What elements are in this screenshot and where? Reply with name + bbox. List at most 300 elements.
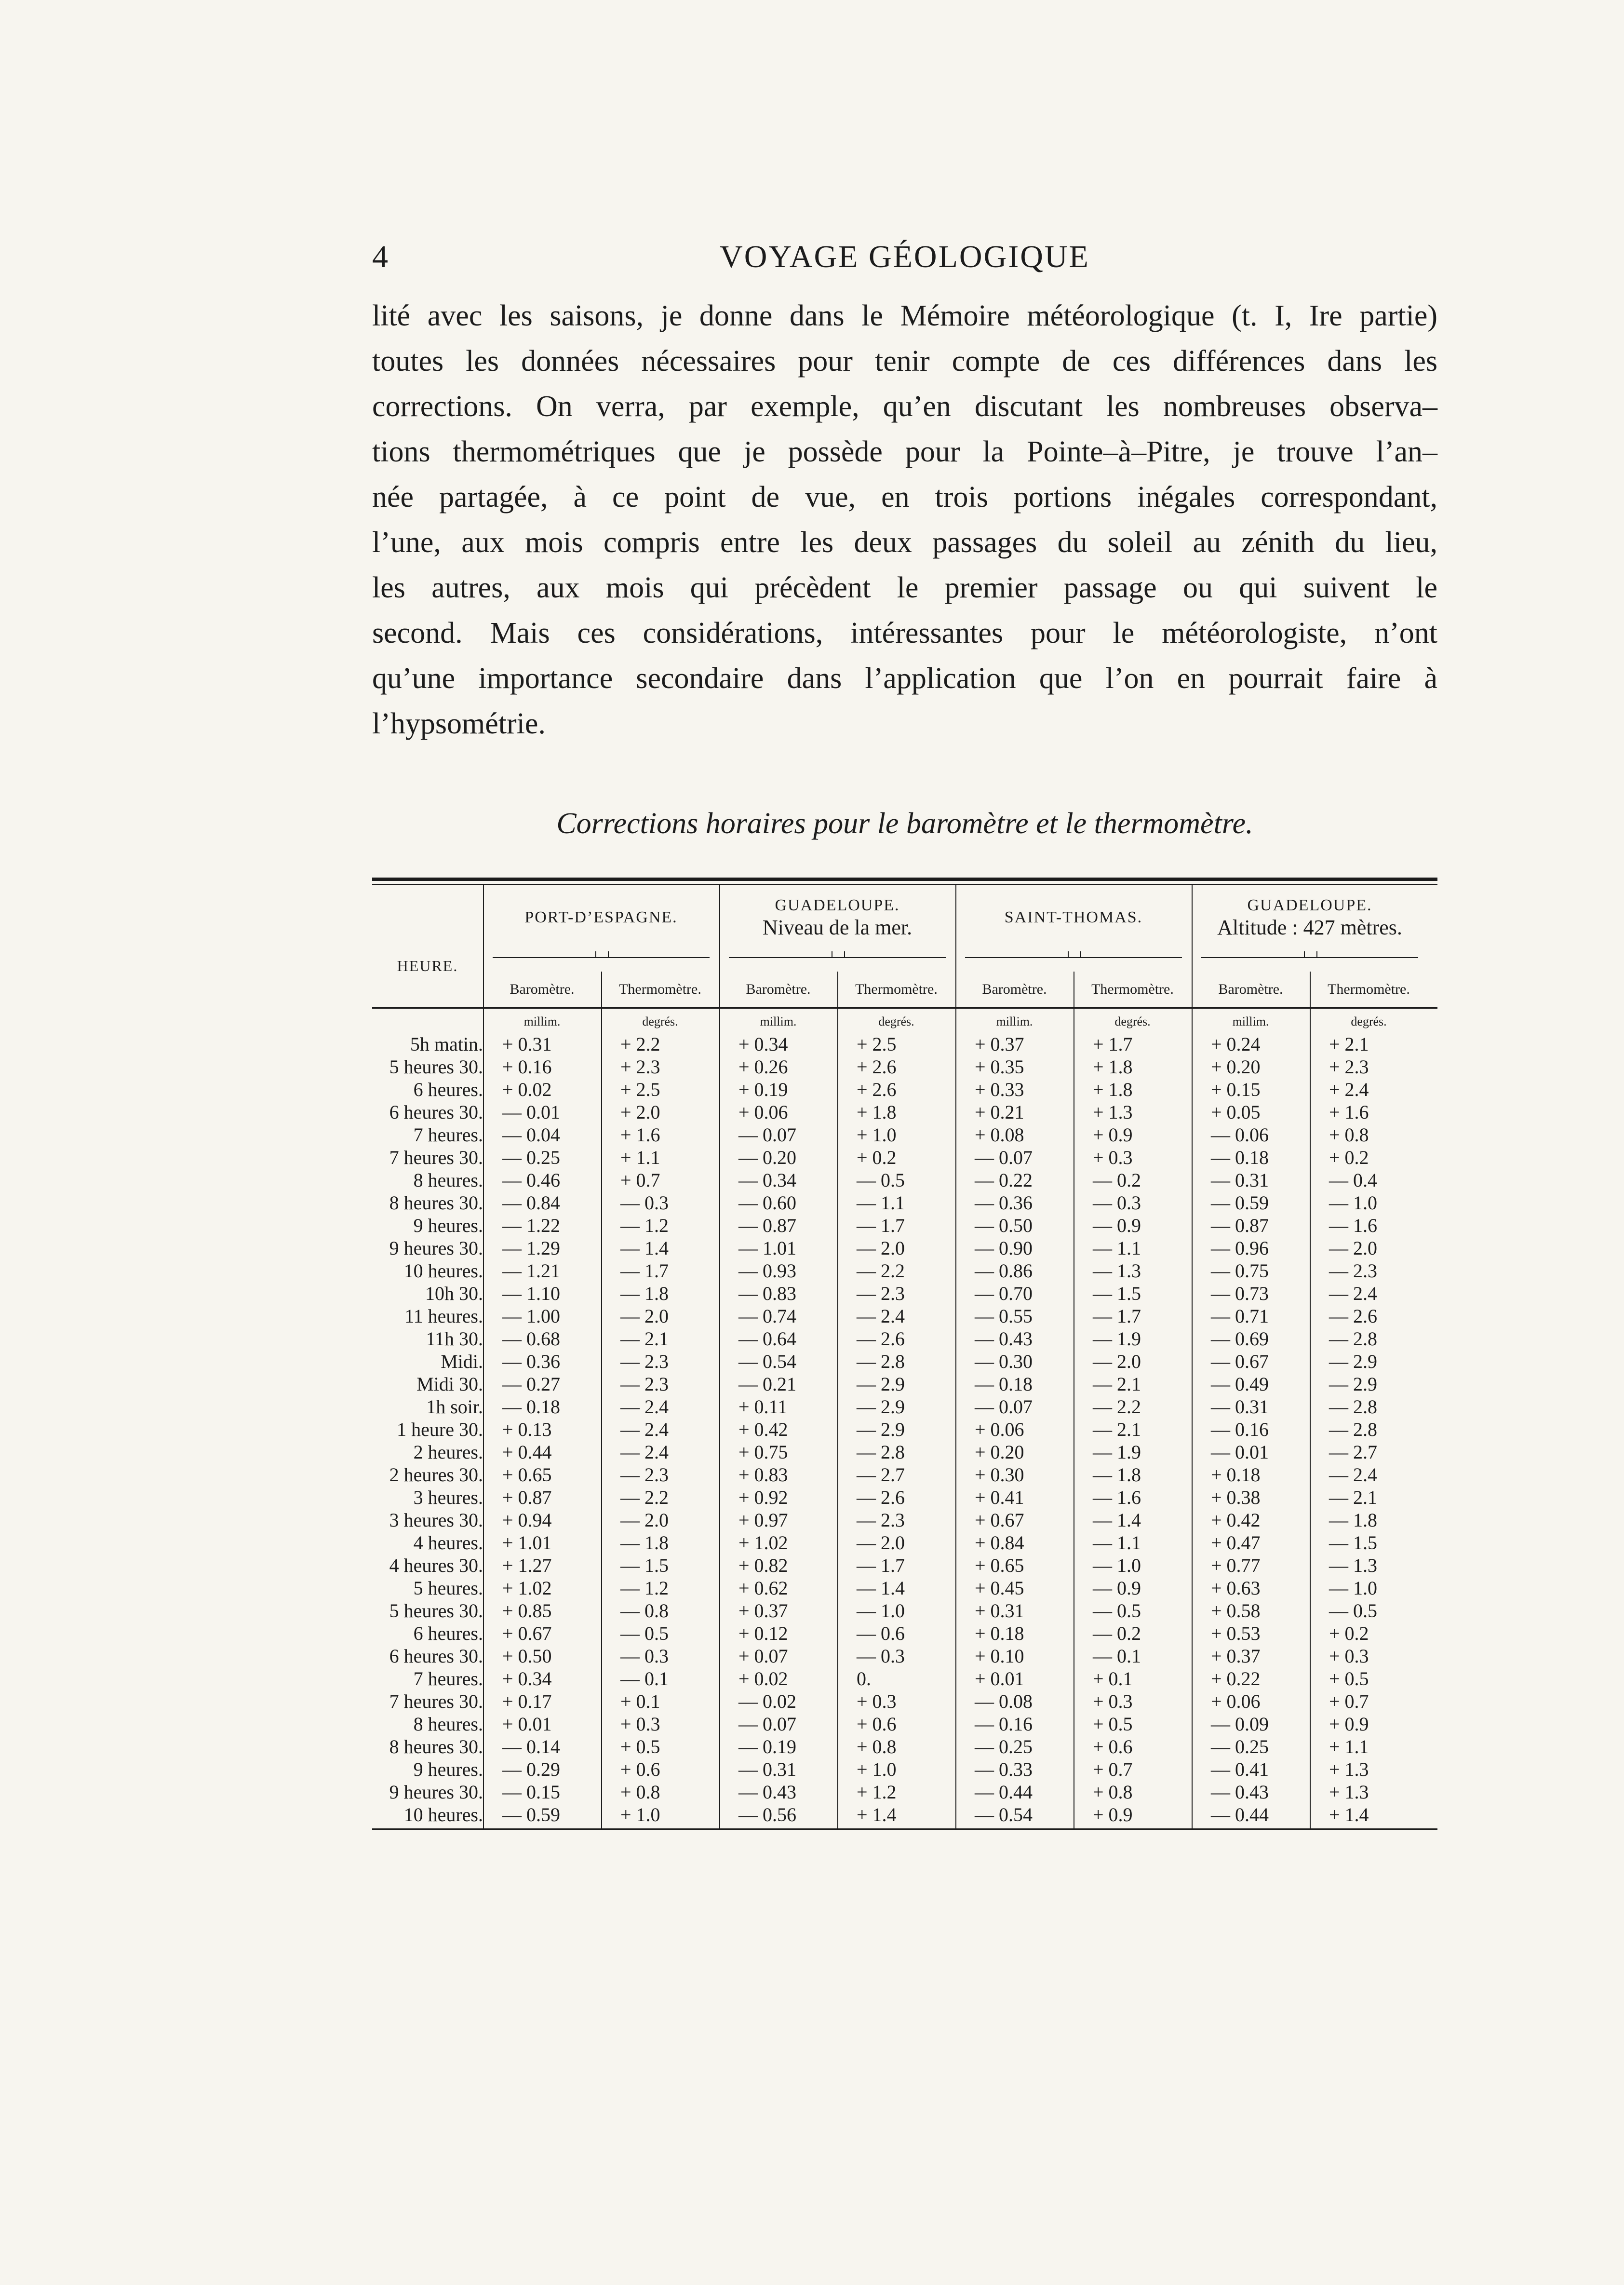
- barometer-cell: + 0.11: [738, 1396, 788, 1418]
- row-time: 9 heures.: [413, 1215, 483, 1236]
- barometer-cell: — 0.75: [1211, 1260, 1269, 1282]
- barometer-cell: + 0.42: [1211, 1509, 1261, 1531]
- thermometer-cell: + 1.8: [1093, 1056, 1133, 1078]
- body-line: l’hypsométrie.: [372, 707, 546, 740]
- thermometer-cell: — 1.8: [1329, 1509, 1377, 1531]
- row-time: 2 heures.: [413, 1441, 483, 1463]
- thermometer-cell: + 0.9: [1093, 1124, 1133, 1146]
- barometer-cell: — 0.18: [1211, 1147, 1269, 1168]
- thermometer-cell: + 2.6: [857, 1056, 897, 1078]
- table-row: [372, 1781, 1437, 1803]
- thermometer-cell: — 2.3: [620, 1373, 669, 1395]
- thermometer-cell: — 0.5: [620, 1622, 669, 1644]
- thermometer-cell: — 2.0: [1093, 1351, 1141, 1372]
- page-header: [372, 239, 1437, 277]
- barometer-cell: — 0.25: [975, 1736, 1033, 1758]
- thermometer-cell: + 1.6: [620, 1124, 660, 1146]
- barometer-cell: + 0.53: [1211, 1622, 1261, 1644]
- thermometer-cell: + 1.3: [1329, 1758, 1369, 1780]
- barometer-cell: — 0.87: [1211, 1215, 1269, 1236]
- barometer-cell: — 0.55: [975, 1305, 1033, 1327]
- table-row: [372, 1622, 1437, 1645]
- table-caption: Corrections horaires pour le baromètre et le thermomètre.: [556, 807, 1253, 840]
- thermometer-cell: + 1.4: [1329, 1804, 1369, 1825]
- table-body: [372, 1009, 1437, 1828]
- table-row: [372, 1758, 1437, 1781]
- barometer-cell: — 0.16: [1211, 1419, 1269, 1440]
- barometer-cell: — 0.07: [738, 1713, 796, 1735]
- table-row: [372, 1237, 1437, 1259]
- thermometer-cell: — 0.5: [1329, 1600, 1377, 1622]
- row-time: Midi.: [441, 1351, 483, 1372]
- barometer-cell: — 1.22: [502, 1215, 560, 1236]
- thermometer-cell: + 0.1: [620, 1690, 660, 1712]
- table-row: [372, 1803, 1437, 1826]
- barometer-cell: + 0.08: [975, 1124, 1024, 1146]
- barometer-cell: — 0.34: [738, 1169, 796, 1191]
- barometer-cell: + 0.06: [738, 1101, 788, 1123]
- thermometer-cell: — 0.9: [1093, 1577, 1141, 1599]
- thermometer-cell: — 2.2: [620, 1487, 669, 1508]
- barometer-cell: — 0.96: [1211, 1237, 1269, 1259]
- body-line: lité avec les saisons, je donne dans le Mémoire météorologique (t. I, Ire partie): [372, 299, 1437, 332]
- barometer-cell: — 0.36: [975, 1192, 1033, 1214]
- row-time: 8 heures 30.: [389, 1192, 483, 1214]
- barometer-cell: + 0.19: [738, 1079, 788, 1100]
- barometer-cell: — 1.01: [738, 1237, 796, 1259]
- thermometer-cell: — 1.9: [1093, 1328, 1141, 1350]
- thermometer-cell: — 1.1: [1093, 1237, 1141, 1259]
- barometer-cell: + 0.34: [738, 1033, 788, 1055]
- table-row: [372, 1463, 1437, 1486]
- unit-label: millim.: [760, 1014, 797, 1028]
- station-subtitle: Niveau de la mer.: [762, 916, 913, 939]
- thermometer-cell: — 1.2: [620, 1577, 669, 1599]
- table-top-rule: [372, 878, 1437, 881]
- barometer-cell: + 1.01: [502, 1532, 552, 1554]
- thermometer-cell: — 1.5: [1093, 1283, 1141, 1304]
- barometer-cell: + 0.30: [975, 1464, 1024, 1486]
- barometer-cell: — 0.07: [975, 1396, 1033, 1418]
- barometer-cell: + 0.84: [975, 1532, 1024, 1554]
- thermometer-cell: — 0.3: [620, 1192, 669, 1214]
- body-line: toutes les données nécessaires pour tenir compte de ces différences dans les: [372, 345, 1437, 378]
- corrections-table: [372, 878, 1437, 1830]
- station-heading: [1192, 894, 1428, 939]
- thermometer-cell: — 2.8: [1329, 1328, 1377, 1350]
- barometer-cell: — 0.54: [975, 1804, 1033, 1825]
- table-row: [372, 1577, 1437, 1599]
- thermometer-cell: — 1.0: [1329, 1192, 1377, 1214]
- barometer-cell: — 0.08: [975, 1690, 1033, 1712]
- row-time: 1h soir.: [426, 1396, 483, 1418]
- thermometer-cell: 0.: [857, 1668, 871, 1690]
- barometer-cell: — 0.87: [738, 1215, 796, 1236]
- barometer-cell: + 0.01: [502, 1713, 552, 1735]
- barometer-cell: — 0.64: [738, 1328, 796, 1350]
- thermometer-cell: — 2.9: [1329, 1373, 1377, 1395]
- barometer-cell: — 0.71: [1211, 1305, 1269, 1327]
- row-time: 8 heures.: [413, 1713, 483, 1735]
- thermometer-cell: — 2.0: [1329, 1237, 1377, 1259]
- thermometer-cell: — 0.2: [1093, 1622, 1141, 1644]
- thermometer-cell: + 1.1: [620, 1147, 660, 1168]
- row-time: 10 heures.: [403, 1260, 483, 1282]
- barometer-cell: — 0.30: [975, 1351, 1033, 1372]
- barometer-cell: — 0.70: [975, 1283, 1033, 1304]
- thermometer-cell: — 1.4: [857, 1577, 905, 1599]
- page-number: 4: [372, 239, 388, 274]
- thermometer-cell: + 0.6: [857, 1713, 897, 1735]
- barometer-cell: + 0.63: [1211, 1577, 1261, 1599]
- barometer-cell: — 1.29: [502, 1237, 560, 1259]
- barometer-cell: + 0.50: [502, 1645, 552, 1667]
- station-name: GUADELOUPE.: [1247, 896, 1372, 914]
- barometer-cell: + 0.12: [738, 1622, 788, 1644]
- thermometer-cell: — 2.0: [620, 1509, 669, 1531]
- unit-label: degrés.: [1351, 1014, 1387, 1028]
- thermometer-cell: — 2.1: [620, 1328, 669, 1350]
- thermometer-cell: — 2.3: [857, 1283, 905, 1304]
- thermometer-cell: — 2.2: [857, 1260, 905, 1282]
- row-time: 4 heures.: [413, 1532, 483, 1554]
- thermometer-cell: — 1.4: [620, 1237, 669, 1259]
- thermometer-cell: + 2.5: [857, 1033, 897, 1055]
- barometer-cell: + 0.07: [738, 1645, 788, 1667]
- barometer-cell: — 0.69: [1211, 1328, 1269, 1350]
- barometer-cell: — 0.44: [975, 1781, 1033, 1803]
- thermometer-cell: + 0.9: [1329, 1713, 1369, 1735]
- table-row: [372, 1667, 1437, 1690]
- barometer-cell: — 0.59: [502, 1804, 560, 1825]
- barometer-cell: + 0.77: [1211, 1555, 1261, 1576]
- thermometer-cell: — 2.4: [1329, 1283, 1377, 1304]
- row-time: 6 heures.: [413, 1079, 483, 1100]
- thermometer-cell: — 1.4: [1093, 1509, 1141, 1531]
- thermometer-cell: — 2.8: [1329, 1396, 1377, 1418]
- table-row: [372, 1645, 1437, 1667]
- barometer-cell: + 0.21: [975, 1101, 1024, 1123]
- thermometer-cell: — 0.8: [620, 1600, 669, 1622]
- barometer-cell: — 0.04: [502, 1124, 560, 1146]
- barometer-cell: — 0.41: [1211, 1758, 1269, 1780]
- table-row: [372, 1735, 1437, 1758]
- barometer-cell: + 0.97: [738, 1509, 788, 1531]
- station-name: SAINT-THOMAS.: [1004, 908, 1143, 926]
- thermometer-cell: + 1.0: [857, 1124, 897, 1146]
- thermometer-cell: + 0.2: [1329, 1147, 1369, 1168]
- body-paragraph: [372, 293, 1437, 746]
- thermometer-cell: — 1.1: [857, 1192, 905, 1214]
- thermometer-cell: + 0.2: [1329, 1622, 1369, 1644]
- row-time: 6 heures 30.: [389, 1645, 483, 1667]
- barometer-cell: — 0.43: [1211, 1781, 1269, 1803]
- station-brace: [493, 957, 710, 973]
- thermometer-cell: + 0.7: [1093, 1758, 1133, 1780]
- station-name: GUADELOUPE.: [775, 896, 900, 914]
- table-row: [372, 1418, 1437, 1441]
- row-time: 8 heures.: [413, 1169, 483, 1191]
- barometer-cell: + 0.44: [502, 1441, 552, 1463]
- table-row: [372, 1690, 1437, 1713]
- thermometer-cell: — 2.0: [620, 1305, 669, 1327]
- body-line: l’une, aux mois compris entre les deux passages du soleil au zénith du lieu,: [372, 526, 1437, 559]
- thermometer-cell: — 1.3: [1329, 1555, 1377, 1576]
- row-time: 10 heures.: [403, 1804, 483, 1825]
- barometer-cell: — 0.19: [738, 1736, 796, 1758]
- station-brace: [729, 957, 946, 973]
- thermometer-cell: — 0.1: [620, 1668, 669, 1690]
- row-time: 3 heures 30.: [389, 1509, 483, 1531]
- table-row: [372, 1169, 1437, 1191]
- thermometer-cell: — 2.1: [1093, 1419, 1141, 1440]
- thermometer-cell: — 0.3: [857, 1645, 905, 1667]
- barometer-cell: — 0.01: [1211, 1441, 1269, 1463]
- thermometer-cell: + 1.8: [1093, 1079, 1133, 1100]
- barometer-cell: — 0.56: [738, 1804, 796, 1825]
- thermometer-cell: + 1.1: [1329, 1736, 1369, 1758]
- thermometer-cell: — 1.8: [1093, 1464, 1141, 1486]
- thermometer-cell: — 2.6: [1329, 1305, 1377, 1327]
- barometer-cell: — 0.29: [502, 1758, 560, 1780]
- thermometer-cell: — 0.3: [620, 1645, 669, 1667]
- barometer-cell: + 0.18: [975, 1622, 1024, 1644]
- barometer-cell: + 0.65: [502, 1464, 552, 1486]
- barometer-cell: + 0.01: [975, 1668, 1024, 1690]
- barometer-cell: — 0.27: [502, 1373, 560, 1395]
- barometer-cell: — 0.49: [1211, 1373, 1269, 1395]
- barometer-cell: + 0.20: [1211, 1056, 1261, 1078]
- barometer-cell: — 1.21: [502, 1260, 560, 1282]
- barometer-cell: — 0.54: [738, 1351, 796, 1372]
- barometer-cell: — 0.31: [738, 1758, 796, 1780]
- thermometer-cell: + 0.9: [1093, 1804, 1133, 1825]
- thermometer-cell: — 2.0: [857, 1237, 905, 1259]
- barometer-cell: — 0.14: [502, 1736, 560, 1758]
- barometer-cell: — 0.93: [738, 1260, 796, 1282]
- body-line: qu’une importance secondaire dans l’application que l’on en pourrait faire à: [372, 662, 1437, 695]
- barometer-cell: + 0.17: [502, 1690, 552, 1712]
- unit-label: millim.: [523, 1014, 561, 1028]
- barometer-cell: + 0.02: [738, 1668, 788, 1690]
- row-time: 3 heures.: [413, 1487, 483, 1508]
- thermometer-cell: — 2.4: [857, 1305, 905, 1327]
- thermometer-cell: — 2.0: [857, 1532, 905, 1554]
- barometer-cell: + 1.02: [502, 1577, 552, 1599]
- thermometer-cell: — 2.1: [1329, 1487, 1377, 1508]
- barometer-cell: + 1.27: [502, 1555, 552, 1576]
- thermometer-cell: — 2.3: [620, 1351, 669, 1372]
- table-row: [372, 1554, 1437, 1577]
- barometer-cell: + 0.18: [1211, 1464, 1261, 1486]
- barometer-cell: — 0.22: [975, 1169, 1033, 1191]
- barometer-cell: + 0.24: [1211, 1033, 1261, 1055]
- table-row: [372, 1531, 1437, 1554]
- thermometer-cell: + 0.3: [1093, 1147, 1133, 1168]
- unit-label: millim.: [996, 1014, 1033, 1028]
- instrument-subheader: Baromètre.: [746, 981, 811, 997]
- barometer-cell: — 0.09: [1211, 1713, 1269, 1735]
- barometer-cell: + 0.31: [975, 1600, 1024, 1622]
- thermometer-cell: — 2.1: [1093, 1373, 1141, 1395]
- table-row: [372, 1327, 1437, 1350]
- barometer-cell: + 1.02: [738, 1532, 788, 1554]
- barometer-cell: — 0.31: [1211, 1169, 1269, 1191]
- barometer-cell: — 0.31: [1211, 1396, 1269, 1418]
- thermometer-cell: + 1.3: [1093, 1101, 1133, 1123]
- barometer-cell: — 0.68: [502, 1328, 560, 1350]
- thermometer-cell: + 2.5: [620, 1079, 660, 1100]
- thermometer-cell: + 1.0: [620, 1804, 660, 1825]
- thermometer-cell: — 1.9: [1093, 1441, 1141, 1463]
- table-header: [372, 885, 1437, 1009]
- unit-label: degrés.: [642, 1014, 678, 1028]
- barometer-cell: + 0.31: [502, 1033, 552, 1055]
- thermometer-cell: — 2.3: [620, 1464, 669, 1486]
- thermometer-cell: — 2.4: [620, 1396, 669, 1418]
- station-heading: [719, 894, 955, 939]
- thermometer-cell: — 0.4: [1329, 1169, 1377, 1191]
- barometer-cell: — 0.90: [975, 1237, 1033, 1259]
- thermometer-cell: + 1.0: [857, 1758, 897, 1780]
- thermometer-cell: + 0.5: [620, 1736, 660, 1758]
- thermometer-cell: — 2.8: [857, 1351, 905, 1372]
- thermometer-cell: — 1.8: [620, 1283, 669, 1304]
- station-brace: [1201, 957, 1418, 973]
- thermometer-cell: + 0.6: [620, 1758, 660, 1780]
- thermometer-cell: — 2.4: [1329, 1464, 1377, 1486]
- thermometer-cell: + 0.7: [1329, 1690, 1369, 1712]
- barometer-cell: — 0.15: [502, 1781, 560, 1803]
- table-row: [372, 1033, 1437, 1055]
- barometer-cell: + 0.65: [975, 1555, 1024, 1576]
- barometer-cell: — 0.73: [1211, 1283, 1269, 1304]
- row-time: 11h 30.: [426, 1328, 483, 1350]
- barometer-cell: + 0.34: [502, 1668, 552, 1690]
- thermometer-cell: — 0.3: [1093, 1192, 1141, 1214]
- thermometer-cell: — 2.9: [857, 1396, 905, 1418]
- thermometer-cell: — 2.4: [620, 1419, 669, 1440]
- thermometer-cell: — 2.8: [857, 1441, 905, 1463]
- thermometer-cell: + 0.8: [620, 1781, 660, 1803]
- thermometer-cell: — 1.2: [620, 1215, 669, 1236]
- row-time: 9 heures 30.: [389, 1237, 483, 1259]
- barometer-cell: — 0.44: [1211, 1804, 1269, 1825]
- barometer-cell: — 0.59: [1211, 1192, 1269, 1214]
- row-time: 6 heures 30.: [389, 1101, 483, 1123]
- unit-label: degrés.: [878, 1014, 914, 1028]
- barometer-cell: — 0.84: [502, 1192, 560, 1214]
- thermometer-cell: + 0.3: [620, 1713, 660, 1735]
- body-line: corrections. On verra, par exemple, qu’en discutant les nombreuses observa–: [372, 390, 1437, 423]
- barometer-cell: — 0.18: [975, 1373, 1033, 1395]
- barometer-cell: + 0.92: [738, 1487, 788, 1508]
- thermometer-cell: — 1.0: [857, 1600, 905, 1622]
- thermometer-cell: + 1.2: [857, 1781, 897, 1803]
- unit-label: millim.: [1232, 1014, 1269, 1028]
- row-time: 7 heures.: [413, 1124, 483, 1146]
- thermometer-cell: + 2.3: [1329, 1056, 1369, 1078]
- instrument-subheader: Thermomètre.: [1328, 981, 1410, 997]
- thermometer-cell: — 2.3: [857, 1509, 905, 1531]
- thermometer-cell: + 1.4: [857, 1804, 897, 1825]
- barometer-cell: + 0.13: [502, 1419, 552, 1440]
- barometer-cell: — 0.18: [502, 1396, 560, 1418]
- thermometer-cell: — 2.8: [1329, 1419, 1377, 1440]
- barometer-cell: + 0.20: [975, 1441, 1024, 1463]
- thermometer-cell: — 2.6: [857, 1328, 905, 1350]
- instrument-subheader: Baromètre.: [1218, 981, 1283, 997]
- barometer-cell: + 0.05: [1211, 1101, 1261, 1123]
- table-row: [372, 1373, 1437, 1395]
- thermometer-cell: + 0.1: [1093, 1668, 1133, 1690]
- instrument-subheader: Thermomètre.: [1091, 981, 1174, 997]
- row-time: 2 heures 30.: [389, 1464, 483, 1486]
- body-line: née partagée, à ce point de vue, en trois portions inégales correspondant,: [372, 481, 1437, 514]
- station-heading: [483, 906, 719, 929]
- barometer-cell: + 0.37: [738, 1600, 788, 1622]
- station-brace: [965, 957, 1182, 973]
- thermometer-cell: + 0.6: [1093, 1736, 1133, 1758]
- barometer-cell: + 0.26: [738, 1056, 788, 1078]
- barometer-cell: — 1.00: [502, 1305, 560, 1327]
- barometer-cell: + 0.10: [975, 1645, 1024, 1667]
- row-time: 10h 30.: [425, 1283, 483, 1304]
- table-bottom-rule: [372, 1828, 1437, 1830]
- table-row: [372, 1305, 1437, 1327]
- table-row: [372, 1486, 1437, 1509]
- row-time: 1 heure 30.: [397, 1419, 483, 1440]
- row-time: 5 heures 30.: [389, 1056, 483, 1078]
- instrument-subheader: Baromètre.: [982, 981, 1047, 997]
- barometer-cell: — 0.21: [738, 1373, 796, 1395]
- row-time: 11 heures.: [404, 1305, 483, 1327]
- barometer-cell: + 0.47: [1211, 1532, 1261, 1554]
- thermometer-cell: — 2.7: [1329, 1441, 1377, 1463]
- table-row: [372, 1713, 1437, 1735]
- barometer-cell: + 0.38: [1211, 1487, 1261, 1508]
- thermometer-cell: — 2.4: [620, 1441, 669, 1463]
- thermometer-cell: — 0.5: [857, 1169, 905, 1191]
- table-row: [372, 1599, 1437, 1622]
- thermometer-cell: + 2.6: [857, 1079, 897, 1100]
- barometer-cell: + 0.02: [502, 1079, 552, 1100]
- barometer-cell: + 0.41: [975, 1487, 1024, 1508]
- barometer-cell: — 0.60: [738, 1192, 796, 1214]
- barometer-cell: + 0.35: [975, 1056, 1024, 1078]
- barometer-cell: — 0.43: [738, 1781, 796, 1803]
- thermometer-cell: — 0.5: [1093, 1600, 1141, 1622]
- thermometer-cell: — 1.6: [1329, 1215, 1377, 1236]
- thermometer-cell: — 1.7: [857, 1215, 905, 1236]
- barometer-cell: — 0.07: [975, 1147, 1033, 1168]
- instrument-subheader: Thermomètre.: [855, 981, 938, 997]
- table-row: [372, 1214, 1437, 1237]
- thermometer-cell: + 2.4: [1329, 1079, 1369, 1100]
- thermometer-cell: — 0.9: [1093, 1215, 1141, 1236]
- table-row: [372, 1078, 1437, 1101]
- thermometer-cell: — 1.0: [1093, 1555, 1141, 1576]
- barometer-cell: — 0.46: [502, 1169, 560, 1191]
- barometer-cell: — 0.36: [502, 1351, 560, 1372]
- row-time: 6 heures.: [413, 1622, 483, 1644]
- barometer-cell: + 0.37: [975, 1033, 1024, 1055]
- barometer-cell: — 0.86: [975, 1260, 1033, 1282]
- thermometer-cell: + 0.7: [620, 1169, 660, 1191]
- barometer-cell: + 0.94: [502, 1509, 552, 1531]
- barometer-cell: + 0.06: [1211, 1690, 1261, 1712]
- barometer-cell: — 0.07: [738, 1124, 796, 1146]
